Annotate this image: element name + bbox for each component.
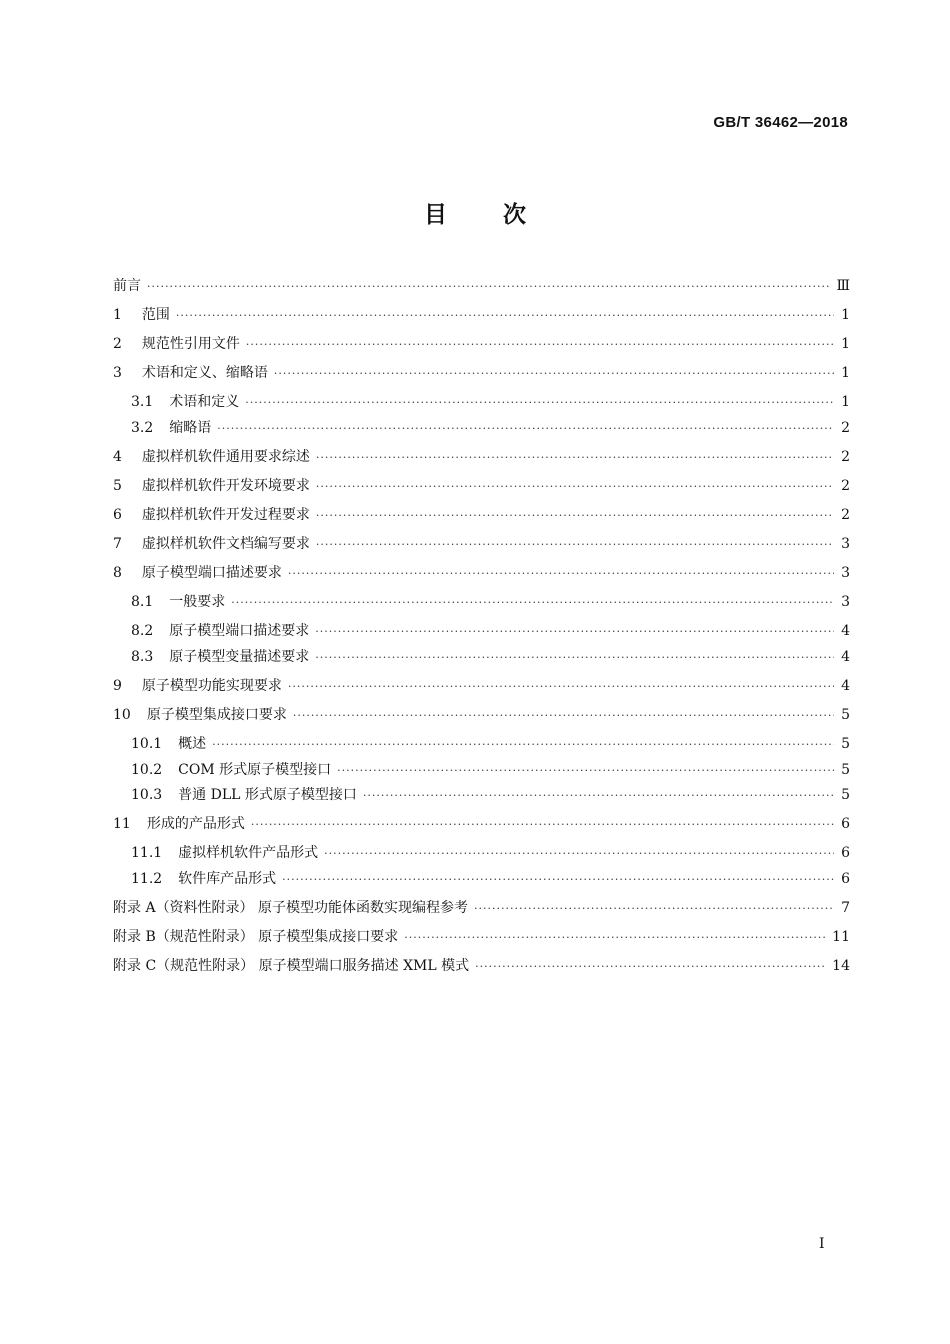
toc-entry-label: 形成的产品形式 (146, 816, 245, 832)
toc-entry-label: 普通 DLL 形式原子模型接口 (178, 787, 357, 803)
toc-entry-number: 附录 B (113, 929, 156, 945)
toc-entry[interactable] (131, 732, 850, 756)
toc-entry-page: 6 (841, 816, 850, 832)
toc-entry-page: 5 (841, 787, 850, 803)
toc-entry[interactable] (131, 590, 850, 614)
dot-leader (231, 591, 834, 615)
toc-entry-label: 术语和定义、缩略语 (141, 365, 268, 381)
dot-leader (475, 955, 826, 979)
toc-entry[interactable] (113, 703, 850, 727)
dot-leader (176, 304, 834, 328)
toc-entry-number: 7 (113, 536, 122, 552)
toc-entry-page: 1 (841, 394, 850, 410)
toc-entry-page: 1 (841, 336, 850, 352)
toc-entry-label: COM 形式原子模型接口 (178, 762, 332, 778)
dot-leader (246, 333, 834, 357)
toc-entry-label: 前言 (113, 278, 141, 294)
toc-entry-page: 5 (841, 736, 850, 752)
toc-entry-page: 5 (841, 762, 850, 778)
toc-entry-label: 概述 (178, 736, 207, 752)
dot-leader (245, 391, 834, 415)
dot-leader (293, 704, 834, 728)
toc-entry-page: 4 (841, 678, 850, 694)
toc-entry-label: 缩略语 (169, 420, 212, 436)
toc-entry-label: （规范性附录） 原子模型端口服务描述 XML 模式 (156, 958, 470, 974)
toc-entry-number: 10 (113, 707, 131, 723)
toc-entry[interactable] (113, 812, 850, 836)
dot-leader (337, 759, 834, 783)
toc-entry[interactable] (113, 445, 850, 469)
toc-entry-page: 7 (841, 900, 850, 916)
toc-entry[interactable] (131, 416, 850, 440)
toc-entry-label: 原子模型端口描述要求 (141, 565, 282, 581)
dot-leader (288, 675, 834, 699)
toc-entry-page: 5 (841, 707, 850, 723)
toc-entry-page: 2 (841, 449, 850, 465)
toc-entry-number: 10.1 (131, 736, 163, 752)
toc-entry-number: 11.1 (131, 845, 163, 861)
toc-entry[interactable] (113, 954, 850, 978)
toc-entry[interactable] (131, 841, 850, 865)
toc-entry-page: 11 (832, 929, 850, 945)
toc-entry-label: 原子模型端口描述要求 (169, 623, 310, 639)
toc-entry-number: 附录 A (113, 900, 156, 916)
dot-leader (316, 533, 834, 557)
dot-leader (251, 813, 834, 837)
toc-entry-label: 虚拟样机软件文档编写要求 (141, 536, 310, 552)
standard-code: GB/T 36462—2018 (713, 114, 848, 131)
toc-entry-number: 附录 C (113, 958, 157, 974)
toc-entry-number: 3 (113, 365, 122, 381)
toc-entry-label: 原子模型变量描述要求 (169, 649, 310, 665)
toc-entry[interactable] (131, 783, 850, 807)
toc-entry-page: 2 (841, 507, 850, 523)
dot-leader (288, 562, 834, 586)
toc-entry[interactable] (113, 303, 850, 327)
dot-leader (274, 362, 834, 386)
toc-entry-label: （资料性附录） 原子模型功能体函数实现编程参考 (155, 900, 469, 916)
toc-entry[interactable] (131, 867, 850, 891)
toc-entry-label: （规范性附录） 原子模型集成接口要求 (155, 929, 399, 945)
toc-entry-label: 术语和定义 (169, 394, 240, 410)
toc-entry-label: 原子模型功能实现要求 (141, 678, 282, 694)
toc-entry-label: 规范性引用文件 (141, 336, 240, 352)
toc-entry-number: 6 (113, 507, 122, 523)
toc-title (0, 196, 950, 229)
toc-entry-page: 1 (841, 365, 850, 381)
dot-leader (404, 926, 826, 950)
toc-entry-page: Ⅲ (836, 278, 850, 294)
toc-entry-number: 9 (113, 678, 122, 694)
toc-entry-number: 3.1 (131, 394, 154, 410)
toc-entry[interactable] (113, 561, 850, 585)
toc-entry-label: 原子模型集成接口要求 (146, 707, 287, 723)
dot-leader (315, 620, 834, 644)
dot-leader (282, 868, 834, 892)
dot-leader (217, 417, 834, 441)
toc-entry-label: 虚拟样机软件产品形式 (178, 845, 319, 861)
toc-entry[interactable] (113, 274, 850, 298)
toc-entry-number: 8 (113, 565, 122, 581)
toc-entry-number: 5 (113, 478, 122, 494)
toc-entry[interactable] (113, 532, 850, 556)
toc-entry-number: 11.2 (131, 871, 163, 887)
toc-entry-label: 虚拟样机软件开发环境要求 (141, 478, 310, 494)
toc-entry-number: 10.2 (131, 762, 163, 778)
toc-entry-page: 2 (841, 478, 850, 494)
dot-leader (324, 842, 834, 866)
toc-entry-number: 2 (113, 336, 122, 352)
toc-entry-page: 3 (841, 536, 850, 552)
toc-entry-number: 1 (113, 307, 122, 323)
toc-entry-number: 8.1 (131, 594, 154, 610)
dot-leader (363, 784, 834, 808)
toc-entry-label: 软件库产品形式 (178, 871, 277, 887)
toc-entry-number: 8.2 (131, 623, 154, 639)
page-folio: Ⅰ (819, 1236, 825, 1252)
toc-entry[interactable] (113, 332, 850, 356)
toc-entry-page: 3 (841, 594, 850, 610)
toc-entry[interactable] (113, 361, 850, 385)
toc-entry[interactable] (131, 645, 850, 669)
dot-leader (474, 897, 834, 921)
toc-entry[interactable] (113, 474, 850, 498)
toc-entry-page: 4 (841, 649, 850, 665)
toc-entry-page: 2 (841, 420, 850, 436)
toc-entry-number: 8.3 (131, 649, 154, 665)
toc-entry[interactable] (113, 503, 850, 527)
toc-entry-label: 一般要求 (169, 594, 226, 610)
toc-entry-number: 3.2 (131, 420, 154, 436)
toc-entry-number: 11 (113, 816, 131, 832)
dot-leader (212, 733, 834, 757)
toc-entry-label: 虚拟样机软件通用要求综述 (141, 449, 310, 465)
toc-entry-page: 14 (832, 958, 850, 974)
dot-leader (315, 646, 834, 670)
toc-entry[interactable] (113, 896, 850, 920)
toc-entry-label: 范围 (141, 307, 170, 323)
toc-entry-page: 1 (841, 307, 850, 323)
toc-entry[interactable] (113, 925, 850, 949)
toc-entry-number: 10.3 (131, 787, 163, 803)
toc-entry[interactable] (131, 619, 850, 643)
toc-entry[interactable] (131, 758, 850, 782)
toc-entry-page: 3 (841, 565, 850, 581)
dot-leader (147, 275, 830, 299)
toc-entry-number: 4 (113, 449, 122, 465)
toc-entry[interactable] (131, 390, 850, 414)
toc-title-part: 次 (503, 202, 526, 228)
toc-title-part: 目 (424, 202, 447, 228)
dot-leader (316, 475, 834, 499)
toc-entry[interactable] (113, 674, 850, 698)
toc-entry-page: 6 (841, 845, 850, 861)
dot-leader (316, 446, 834, 470)
toc-entry-page: 6 (841, 871, 850, 887)
toc-entry-page: 4 (841, 623, 850, 639)
toc-entry-label: 虚拟样机软件开发过程要求 (141, 507, 310, 523)
dot-leader (316, 504, 834, 528)
